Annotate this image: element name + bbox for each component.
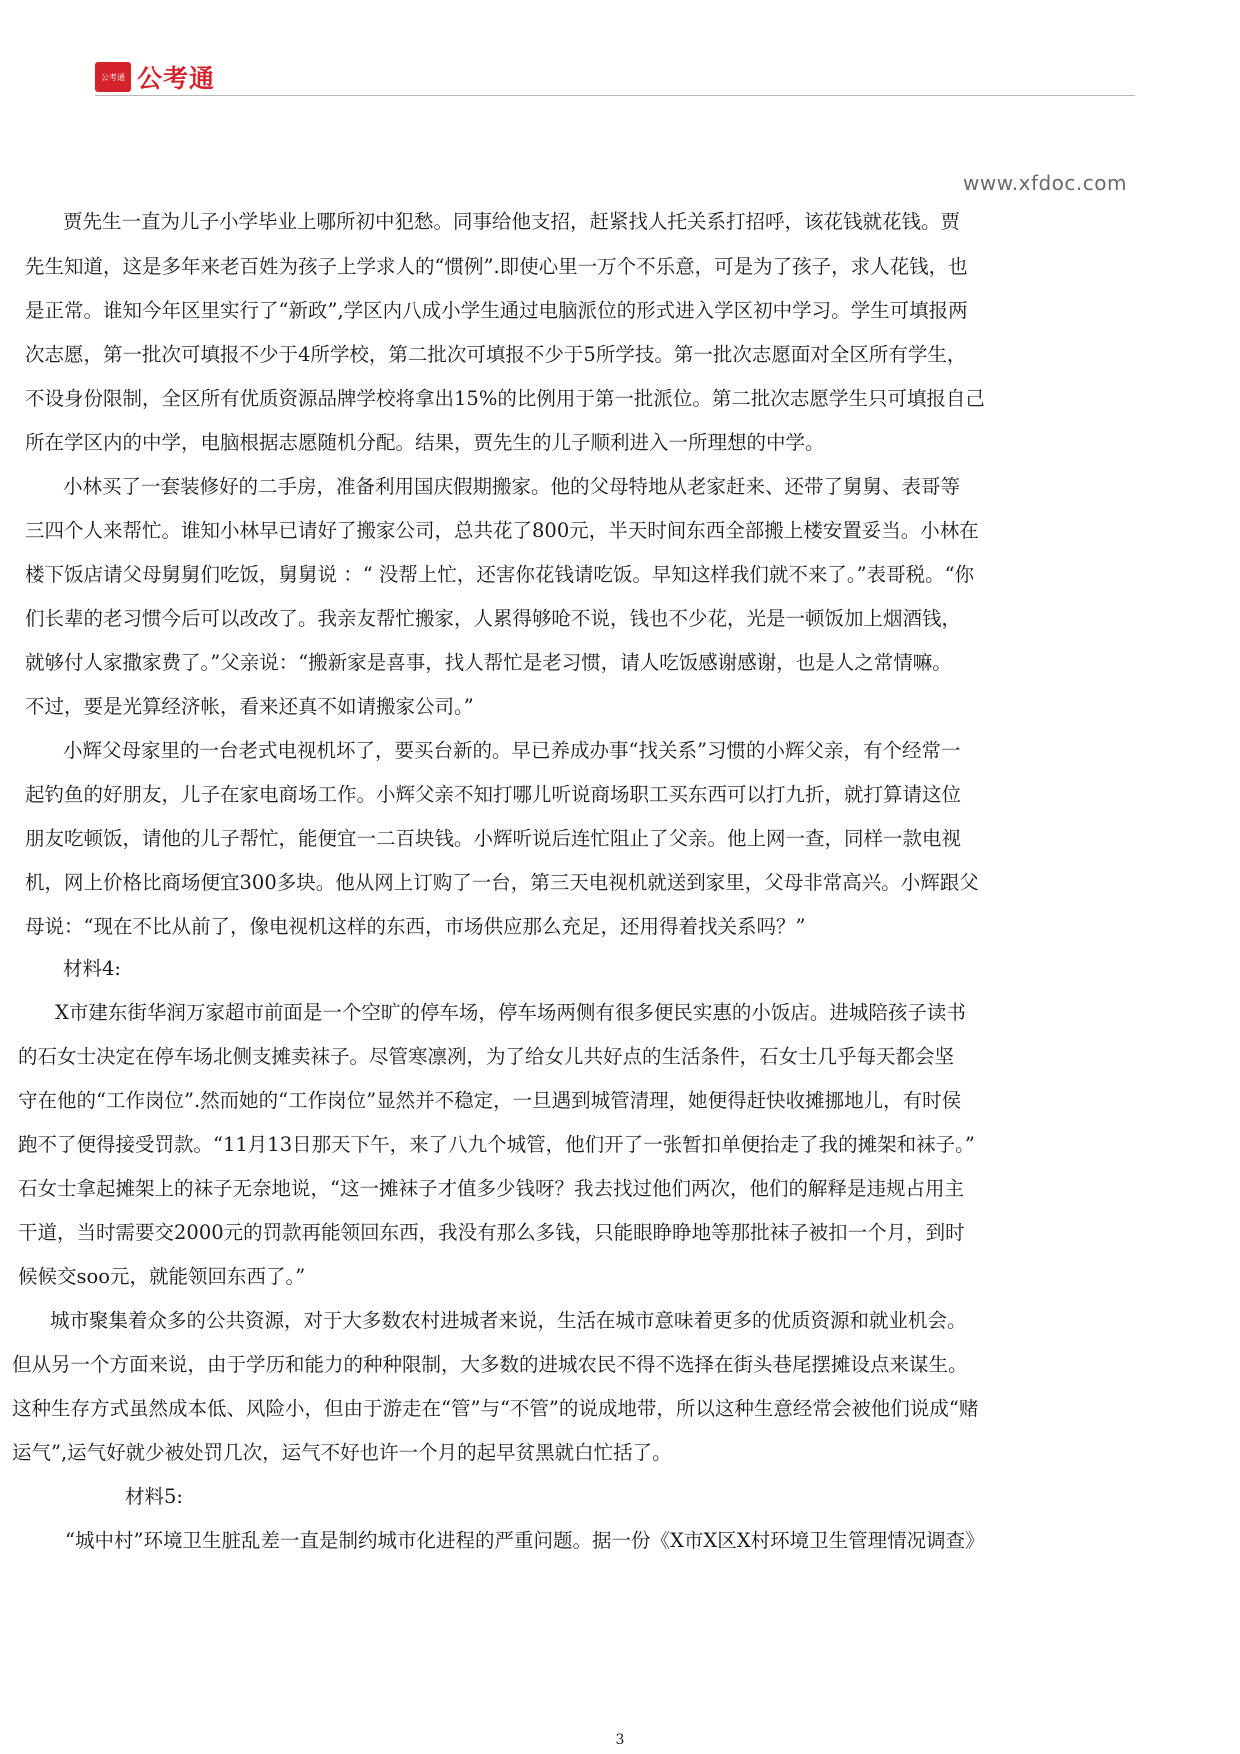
text-line: 运气”,运气好就少被处罚几次，运气不好也许一个月的起早贫黑就白忙括了。 [12, 1441, 672, 1464]
text-line: 小林买了一套装修好的二手房，准备利用国庆假期搬家。他的父母特地从老家赶来、还带了舅舅、表哥等 [63, 475, 961, 498]
text-line: 石女士拿起摊架上的袜子无奈地说，“这一摊袜子才值多少钱呀？我去找过他们两次，他们的解释是违规占用主 [18, 1177, 964, 1200]
text-line: 贾先生一直为儿子小学毕业上哪所初中犯愁。同事给他支招，赶紧找人托关系打招呼，该花钱就花钱。贾 [63, 210, 961, 233]
text-line: 所在学区内的中学，电脑根据志愿随机分配。结果，贾先生的儿子顺利进入一所理想的中学。 [25, 431, 825, 454]
text-line: 不设身份限制，全区所有优质资源品牌学校将拿出15%的比例用于第一批派位。第二批次志愿学生只可填报自己 [25, 387, 985, 410]
text-line: 次志愿，第一批次可填报不少于4所学校，第二批次可填报不少于5所学技。第一批次志愿面对全区所有学生， [25, 343, 967, 366]
text-line: 们长辈的老习惯今后可以改改了。我亲友帮忙搬家，人累得够呛不说，钱也不少花，光是一顿饭加上烟酒钱， [25, 607, 962, 630]
section-label: 材料5: [125, 1485, 183, 1508]
header-divider [95, 95, 1135, 96]
text-line: 机，网上价格比商场便宜300多块。他从网上订购了一台，第三天电视机就送到家里，父母非常高兴。小辉跟父 [25, 871, 979, 894]
text-line: 是正常。谁知今年区里实行了“新政”,学区内八成小学生通过电脑派位的形式进入学区初中学习。学生可填报两 [25, 299, 968, 322]
text-line: 先生知道，这是多年来老百姓为孩子上学求人的“惯例”.即使心里一万个不乐意，可是为了孩子，求人花钱，也 [25, 255, 968, 278]
text-line: 楼下饭店请父母舅舅们吃饭，舅舅说 ：“ 没帮上忙，还害你花钱请吃饭。早知这样我们就不来了。”表哥税。“你 [25, 563, 975, 586]
text-line: 守在他的“工作岗位”.然而她的“工作岗位”显然并不稳定，一旦遇到城管清理，她便得赶快收摊挪地儿，有时侯 [18, 1089, 962, 1112]
logo-text: 公考通 [137, 64, 216, 93]
text-line: X市建东街华润万家超市前面是一个空旷的停车场，停车场两侧有很多便民实惠的小饭店。进城陪孩子读书 [55, 1001, 966, 1024]
text-line: 干道，当时需要交2000元的罚款再能领回东西，我没有那么多钱，只能眼睁睁地等那批袜子被扣一个月，到时 [18, 1221, 965, 1244]
text-line: 起钓鱼的好朋友，儿子在家电商场工作。小辉父亲不知打哪儿听说商场职工买东西可以打九折，就打算请这位 [25, 783, 962, 806]
logo [95, 59, 215, 95]
text-line: 就够付人家撒家费了。”父亲说：“搬新家是喜事，找人帮忙是老习惯，请人吃饭感谢感谢，也是人之常情嘛。 [25, 651, 952, 674]
page-header [95, 57, 1135, 97]
text-line: 不过，要是光算经济帐，看来还真不如请搬家公司。” [25, 695, 474, 718]
text-line: 候候交soo元，就能领回东西了。” [18, 1265, 306, 1288]
section-label: 材料4: [63, 957, 121, 980]
text-line: 朋友吃顿饭，请他的儿子帮忙，能便宜一二百块钱。小辉听说后连忙阻止了父亲。他上网一查，同样一款电视 [25, 827, 962, 850]
text-line: 母说：“现在不比从前了，像电视机这样的东西，市场供应那么充足，还用得着找关系吗？” [25, 915, 806, 938]
text-line: “城中村”环境卫生脏乱差一直是制约城市化进程的严重问题。据一份《X市X区X村环境卫生管理情况调查》 [65, 1529, 985, 1552]
text-line: 跑不了便得接受罚款。“11月13日那天下午，来了八九个城管，他们开了一张暂扣单便抬走了我的摊架和袜子。” [18, 1133, 975, 1156]
logo-badge [95, 62, 131, 92]
logo-badge-text: 公考通 [101, 72, 125, 82]
text-line: 城市聚集着众多的公共资源，对于大多数农村进城者来说，生活在城市意味着更多的优质资源和就业机会。 [50, 1309, 967, 1332]
text-line: 这种生存方式虽然成本低、风险小，但由于游走在“管”与“不管”的说成地带，所以这种生意经常会被他们说成“赌 [12, 1397, 979, 1420]
text-line: 小辉父母家里的一台老式电视机坏了，要买台新的。早已养成办事“找关系”习惯的小辉父亲，有个经常一 [63, 739, 961, 762]
site-url: www.xfdoc.com [963, 171, 1127, 195]
text-line: 三四个人来帮忙。谁知小林早已请好了搬家公司，总共花了800元，半天时间东西全部搬上楼安置妥当。小林在 [25, 519, 979, 542]
text-line: 但从另一个方面来说，由于学历和能力的种种限制，大多数的进城农民不得不选择在街头巷尾摆摊设点来谋生。 [12, 1353, 968, 1376]
page-number: 3 [615, 1732, 625, 1748]
text-line: 的石女士决定在停车场北侧支摊卖袜子。尽管寒凛冽，为了给女儿共好点的生活条件，石女士几乎每天都会坚 [18, 1045, 955, 1068]
